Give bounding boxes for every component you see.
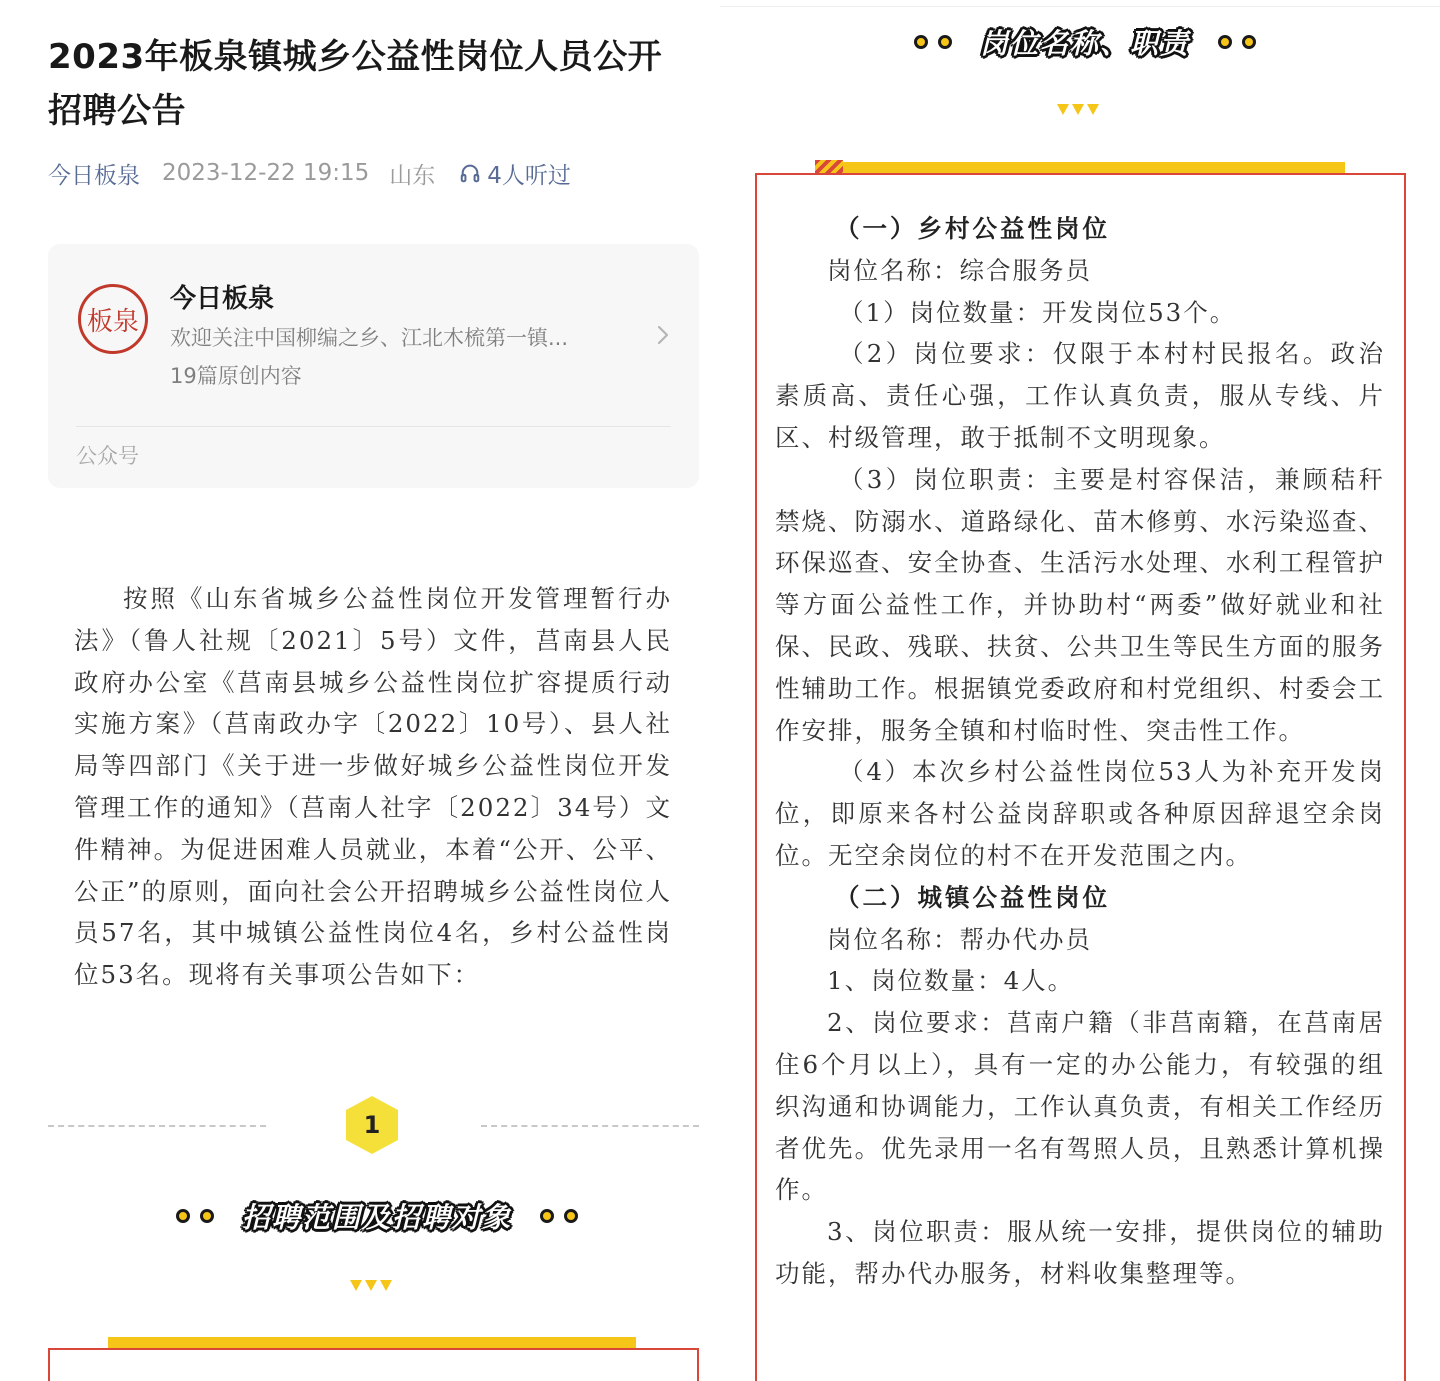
section1-heading-text: 招聘范围及招聘对象 bbox=[242, 1201, 513, 1234]
listen-button[interactable] bbox=[459, 157, 571, 190]
section-number-badge bbox=[342, 1094, 402, 1156]
section-divider-right bbox=[481, 1125, 699, 1127]
section-divider-left bbox=[48, 1125, 266, 1127]
article-title: 2023年板泉镇城乡公益性岗位人员公开招聘公告 bbox=[48, 37, 663, 131]
band-stripes bbox=[815, 160, 843, 174]
account-logo: 板泉 bbox=[78, 284, 148, 354]
headphones-icon bbox=[459, 162, 481, 184]
account-type: 公众号 bbox=[76, 444, 139, 468]
author-link[interactable]: 今日板泉 bbox=[48, 162, 140, 189]
urban-item: 2、岗位要求：莒南户籍（非莒南籍，在莒南居住6个月以上），具有一定的办公能力，有较强的组织沟通和协调能力，工作认真负责，有相关工作经历者优先。优先录用一名有驾照人员，且熟悉计算机操作。 bbox=[775, 1008, 1385, 1205]
card-divider bbox=[76, 426, 671, 427]
article-meta bbox=[48, 156, 571, 190]
rural-section-title: （一）乡村公益性岗位 bbox=[835, 214, 1110, 243]
triangle-arrows-icon bbox=[350, 1280, 392, 1291]
section2-heading bbox=[914, 22, 1256, 62]
content-box bbox=[48, 1348, 699, 1381]
publish-location: 山东 bbox=[389, 162, 436, 189]
heading-dots-right bbox=[1218, 35, 1256, 49]
triangle-arrows-icon bbox=[1057, 104, 1099, 115]
section-number: 1 bbox=[363, 1111, 381, 1139]
rural-item: （2）岗位要求：仅限于本村村民报名。政治素质高、责任心强，工作认真负责，服从专线、片区、村级管理，敢于抵制不文明现象。 bbox=[775, 339, 1385, 452]
publish-date: 2023-12-22 19:15 bbox=[162, 160, 370, 186]
top-divider bbox=[720, 6, 1440, 7]
positions-content bbox=[775, 208, 1385, 1295]
rural-item: （3）岗位职责：主要是村容保洁，兼顾秸秆禁烧、防溺水、道路绿化、苗木修剪、水污染巡查、环保巡查、安全协查、生活污水处理、水利工程管护等方面公益性工作，并协助村“两委”做好就业和社保、民政、残联、扶贫、公共卫生等民生方面的服务性辅助工作。根据镇党委政府和村党组织、村委会工作安排，服务全镇和村临时性、突击性工作。 bbox=[775, 464, 1385, 745]
urban-item: 3、岗位职责：服从统一安排，提供岗位的辅助功能，帮办代办服务，材料收集整理等。 bbox=[775, 1217, 1385, 1288]
account-card[interactable] bbox=[48, 244, 699, 488]
listen-count: 4人听过 bbox=[487, 162, 571, 189]
rural-item: （1）岗位数量：开发岗位53个。 bbox=[839, 297, 1237, 327]
urban-position-name: 岗位名称：帮办代办员 bbox=[827, 924, 1092, 954]
account-name: 今日板泉 bbox=[170, 284, 275, 314]
right-panel bbox=[720, 0, 1440, 1381]
chevron-right-icon[interactable] bbox=[656, 324, 670, 346]
section2-heading-text: 岗位名称、职责 bbox=[980, 27, 1191, 60]
rural-item: （4）本次乡村公益性岗位53人为补充开发岗位，即原来各村公益岗辞职或各种原因辞退空余岗位。无空余岗位的村不在开发范围之内。 bbox=[775, 757, 1385, 870]
heading-dots-left bbox=[914, 35, 952, 49]
account-description: 欢迎关注中国柳编之乡、江北木梳第一镇... bbox=[170, 326, 569, 350]
section1-heading bbox=[176, 1196, 578, 1236]
urban-section-title: （二）城镇公益性岗位 bbox=[835, 882, 1110, 912]
heading-dots-left bbox=[176, 1209, 214, 1223]
account-original-count: 19篇原创内容 bbox=[170, 364, 302, 388]
urban-item: 1、岗位数量：4人。 bbox=[827, 966, 1075, 996]
heading-dots-right bbox=[540, 1209, 578, 1223]
rural-position-name: 岗位名称：综合服务员 bbox=[827, 255, 1092, 285]
intro-paragraph: 按照《山东省城乡公益性岗位开发管理暂行办法》（鲁人社规〔2021〕5号）文件，莒南县人民政府办公室《莒南县城乡公益性岗位扩容提质行动实施方案》（莒南政办字〔2022〕10号）、县人社局等四部门《关于进一步做好城乡公益性岗位开发管理工作的通知》（莒南人社字〔2022〕34号）文件精神。为促进困难人员就业，本着“公开、公平、公正”的原则，面向社会公开招聘城乡公益性岗位人员57名，其中城镇公益性岗位4名，乡村公益性岗位53名。现将有关事项公告如下： bbox=[74, 584, 672, 990]
